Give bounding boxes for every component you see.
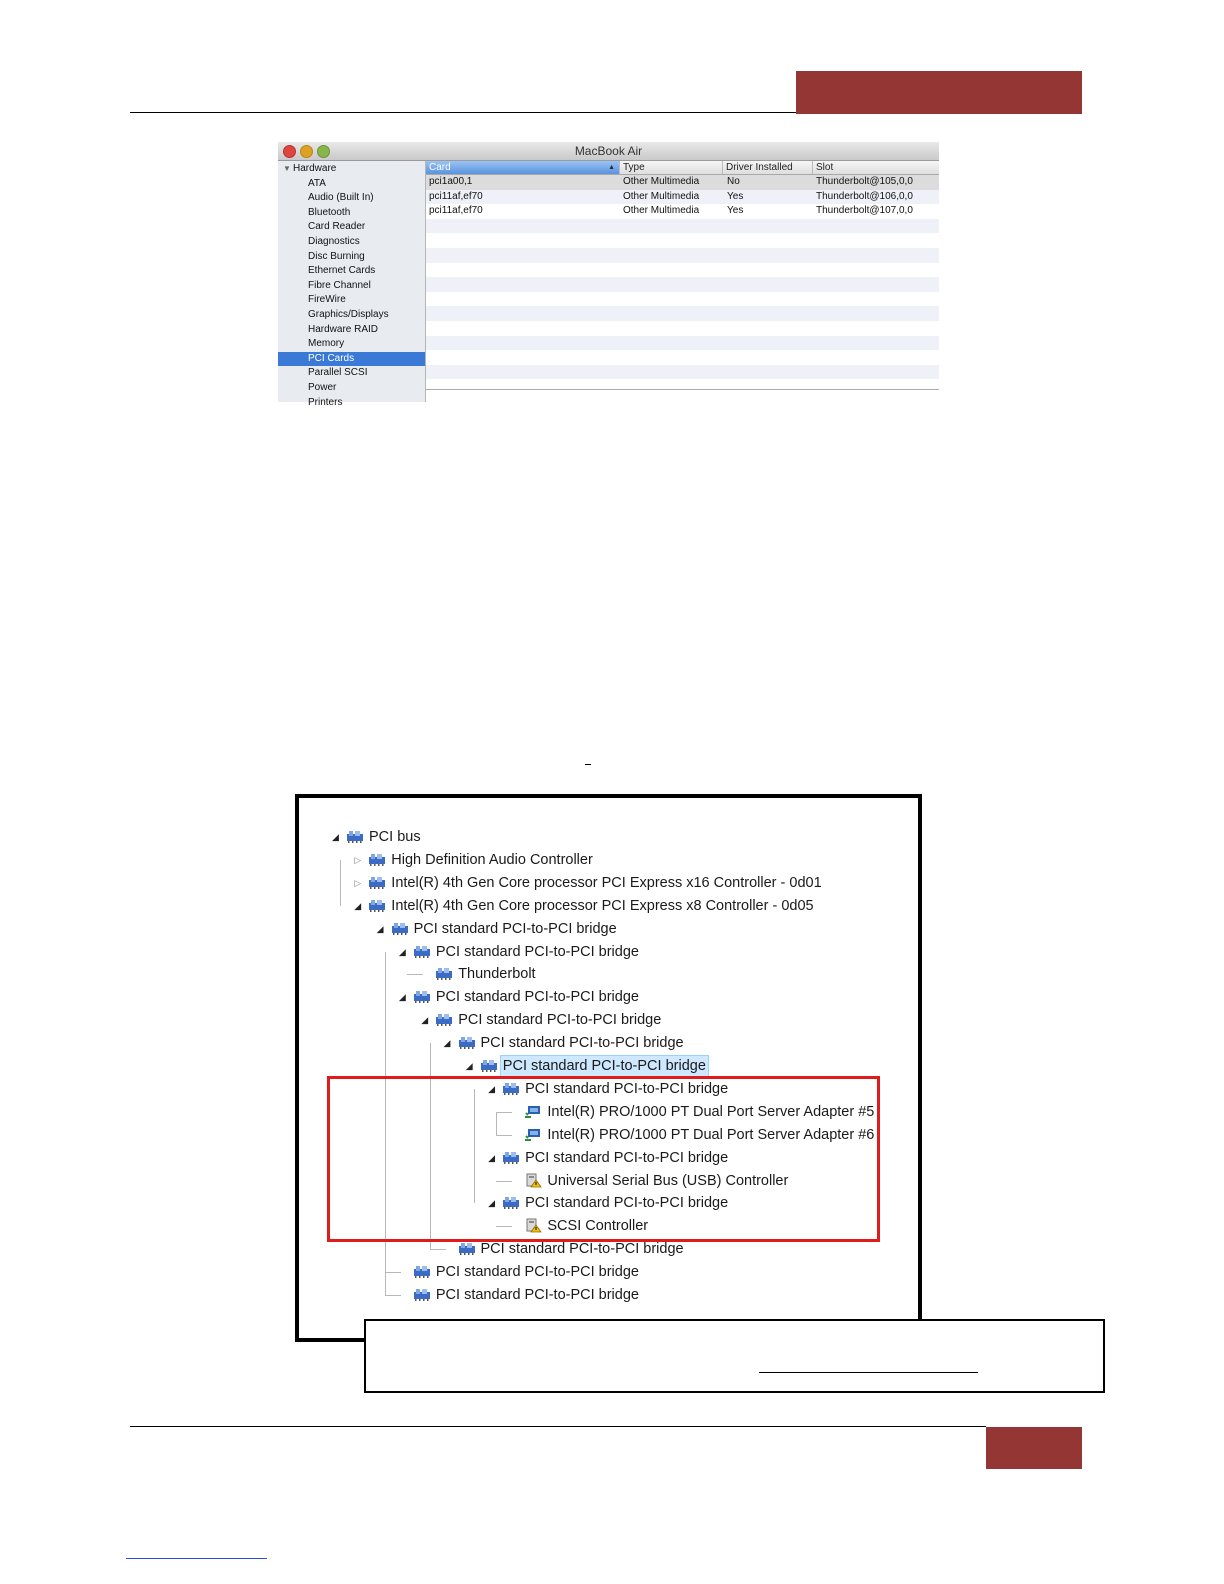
empty-table-row — [426, 336, 939, 351]
empty-table-row — [426, 263, 939, 278]
table-cell-card: pci11af,ef70 — [429, 190, 483, 202]
tree-node-label-selected: PCI standard PCI-to-PCI bridge — [500, 1055, 709, 1077]
window-titlebar — [278, 142, 939, 161]
column-header-label: Card — [429, 162, 451, 173]
tree-guide-line — [385, 1272, 386, 1295]
sidebar-item-label: Printers — [308, 396, 343, 408]
tree-guide-line — [430, 1249, 446, 1250]
sidebar-item-parallel-scsi[interactable] — [278, 366, 425, 381]
expanded-triangle-icon[interactable]: ◢ — [398, 992, 406, 1003]
tree-node-label: PCI standard PCI-to-PCI bridge — [435, 989, 639, 1006]
pci-device-icon — [413, 989, 431, 1004]
sidebar-item-label: Hardware RAID — [308, 323, 379, 335]
empty-table-row — [426, 277, 939, 292]
caption-box — [364, 1319, 1105, 1393]
table-cell-card: pci1a00,1 — [429, 176, 473, 187]
sidebar-item-label: Memory — [308, 338, 345, 350]
sort-ascending-icon: ▲ — [608, 164, 615, 171]
column-header-card[interactable] — [426, 161, 620, 174]
device-manager-screenshot — [295, 794, 922, 1342]
sidebar-item-power[interactable] — [278, 381, 425, 396]
table-cell-driver-installed: No — [727, 176, 740, 187]
sidebar-item-hardware-raid[interactable] — [278, 323, 425, 338]
pci-device-icon — [346, 829, 364, 844]
column-header-driver-installed[interactable] — [723, 161, 813, 174]
empty-table-row — [426, 379, 939, 394]
mac-system-information-window — [278, 142, 939, 408]
sidebar-item-card-reader[interactable] — [278, 220, 425, 235]
table-cell-type: Other Multimedia — [623, 176, 700, 187]
pci-device-icon — [413, 1287, 431, 1302]
table-cell-type: Other Multimedia — [623, 205, 700, 217]
table-cell-card: pci11af,ef70 — [429, 205, 483, 217]
table-row[interactable] — [426, 190, 939, 205]
table-row[interactable] — [426, 204, 939, 219]
tree-guide-line — [340, 860, 341, 883]
pci-device-icon — [413, 944, 431, 959]
empty-table-row — [426, 306, 939, 321]
sidebar-item-ethernet-cards[interactable] — [278, 264, 425, 279]
expanded-triangle-icon[interactable]: ◢ — [421, 1015, 429, 1026]
sidebar-item-memory[interactable] — [278, 337, 425, 352]
sidebar-item-label: Diagnostics — [308, 236, 360, 247]
sidebar-item-ata[interactable] — [278, 177, 425, 192]
tree-node-label: PCI bus — [369, 829, 421, 845]
tree-node-label: PCI standard PCI-to-PCI bridge — [525, 1080, 729, 1097]
collapsed-triangle-icon[interactable]: ▷ — [354, 854, 362, 865]
tree-node-label: Intel(R) PRO/1000 PT Dual Port Server Adapter #5 — [547, 1103, 875, 1120]
footer-accent-bar — [986, 1427, 1082, 1469]
tree-guide-line — [340, 883, 341, 906]
sidebar-item-graphics-displays[interactable] — [278, 308, 425, 323]
column-header-label: Type — [623, 162, 645, 173]
expanded-triangle-icon[interactable]: ◢ — [465, 1061, 473, 1071]
expanded-triangle-icon[interactable]: ◢ — [488, 1198, 496, 1209]
expanded-triangle-icon[interactable]: ◢ — [398, 946, 406, 957]
tree-node-label: PCI standard PCI-to-PCI bridge — [435, 1287, 639, 1303]
sidebar-item-label: Parallel SCSI — [308, 367, 368, 379]
sidebar-item-label: ATA — [308, 177, 326, 189]
table-cell-driver-installed: Yes — [727, 205, 744, 217]
sidebar-item-pci-cards[interactable] — [278, 352, 425, 367]
pci-device-icon — [480, 1058, 498, 1073]
sidebar-item-bluetooth[interactable] — [278, 206, 425, 221]
empty-table-row — [426, 292, 939, 307]
sidebar-item-label: FireWire — [308, 294, 346, 306]
tree-node-label: Universal Serial Bus (USB) Controller — [547, 1172, 789, 1189]
pci-device-icon — [368, 898, 386, 913]
caption-link-underline — [759, 1372, 978, 1373]
tree-guide-line — [385, 952, 386, 998]
disclosure-triangle-icon[interactable]: ▼ — [283, 164, 291, 173]
expanded-triangle-icon[interactable]: ◢ — [488, 1152, 496, 1163]
pci-device-icon — [435, 966, 453, 981]
pci-device-icon — [413, 1264, 431, 1279]
table-bottom-divider — [426, 389, 939, 390]
tree-node-label: PCI standard PCI-to-PCI bridge — [458, 1012, 662, 1029]
tree-node-label: Intel(R) 4th Gen Core processor PCI Express x8 Controller - 0d05 — [391, 897, 814, 914]
tree-node-label: Intel(R) 4th Gen Core processor PCI Express x16 Controller - 0d01 — [391, 874, 822, 891]
table-cell-slot: Thunderbolt@107,0,0 — [816, 205, 913, 217]
hardware-sidebar — [278, 161, 426, 408]
tree-node-label: PCI standard PCI-to-PCI bridge — [413, 920, 617, 937]
column-header-label: Driver Installed — [726, 162, 793, 173]
empty-table-row — [426, 219, 939, 234]
table-cell-slot: Thunderbolt@105,0,0 — [816, 176, 913, 187]
tree-guide-line — [385, 1295, 401, 1296]
sidebar-item-label: Fibre Channel — [308, 279, 371, 291]
table-row[interactable] — [426, 175, 939, 190]
expanded-triangle-icon[interactable]: ◢ — [488, 1083, 496, 1094]
sidebar-item-audio-built-in[interactable] — [278, 191, 425, 206]
tree-node-label: SCSI Controller — [547, 1218, 649, 1235]
window-title: MacBook Air — [574, 144, 643, 158]
table-cell-slot: Thunderbolt@106,0,0 — [816, 190, 913, 202]
sidebar-item-label: Audio (Built In) — [308, 192, 374, 204]
sidebar-item-fibre-channel[interactable] — [278, 279, 425, 294]
pci-device-icon — [391, 921, 409, 936]
tree-node-label: Thunderbolt — [458, 966, 536, 983]
sidebar-item-diagnostics[interactable] — [278, 235, 425, 250]
pci-device-icon — [368, 852, 386, 867]
expanded-triangle-icon[interactable]: ◢ — [332, 832, 339, 842]
table-cell-driver-installed: Yes — [727, 190, 744, 202]
empty-table-row — [426, 233, 939, 248]
table-cell-type: Other Multimedia — [623, 190, 700, 202]
tree-node-label: PCI standard PCI-to-PCI bridge — [435, 1264, 639, 1281]
table-header — [426, 161, 939, 175]
empty-table-row — [426, 365, 939, 380]
stray-mark — [585, 764, 591, 765]
tree-guide-line — [407, 974, 423, 975]
sidebar-item-label: Power — [308, 382, 337, 393]
column-header-slot[interactable] — [813, 161, 939, 174]
sidebar-group-label: Hardware — [293, 163, 337, 174]
tree-guide-line — [385, 1272, 401, 1273]
empty-table-row — [426, 350, 939, 365]
empty-table-row — [426, 321, 939, 336]
expanded-triangle-icon[interactable]: ◢ — [354, 900, 362, 911]
pci-device-icon — [458, 1241, 476, 1256]
column-header-type[interactable] — [620, 161, 723, 174]
sidebar-item-printers[interactable] — [278, 396, 425, 411]
sidebar-item-label: PCI Cards — [308, 352, 355, 364]
tree-node-label: PCI standard PCI-to-PCI bridge — [435, 943, 639, 960]
tree-node-label: PCI standard PCI-to-PCI bridge — [480, 1035, 684, 1052]
tree-node-label: High Definition Audio Controller — [391, 851, 593, 868]
pci-cards-table — [426, 161, 939, 402]
header-rule — [130, 112, 796, 113]
header-accent-bar — [796, 71, 1082, 114]
pci-device-icon — [435, 1012, 453, 1027]
highlight-box — [327, 1076, 880, 1242]
sidebar-item-label: Graphics/Displays — [308, 309, 389, 320]
sidebar-item-label: Bluetooth — [308, 206, 351, 218]
tree-node-label: PCI standard PCI-to-PCI bridge — [525, 1149, 729, 1166]
footer-rule — [130, 1426, 986, 1427]
footer-link-underline — [126, 1558, 267, 1559]
sidebar-item-firewire[interactable] — [278, 293, 425, 308]
sidebar-item-disc-burning[interactable] — [278, 250, 425, 265]
sidebar-item-label: Disc Burning — [308, 250, 365, 262]
sidebar-item-label: Ethernet Cards — [308, 265, 376, 277]
empty-table-row — [426, 248, 939, 263]
tree-node-label: PCI standard PCI-to-PCI bridge — [480, 1241, 684, 1258]
sidebar-group-hardware[interactable] — [278, 162, 425, 177]
column-header-label: Slot — [816, 162, 834, 173]
sidebar-item-label: Card Reader — [308, 221, 366, 233]
collapsed-triangle-icon[interactable]: ▷ — [354, 877, 362, 888]
expanded-triangle-icon[interactable]: ◢ — [376, 923, 384, 934]
pci-device-icon — [368, 875, 386, 890]
pci-device-icon — [458, 1035, 476, 1050]
expanded-triangle-icon[interactable]: ◢ — [443, 1038, 451, 1049]
tree-node-label: Intel(R) PRO/1000 PT Dual Port Server Adapter #6 — [547, 1126, 875, 1143]
tree-node-label: PCI standard PCI-to-PCI bridge — [525, 1195, 729, 1212]
